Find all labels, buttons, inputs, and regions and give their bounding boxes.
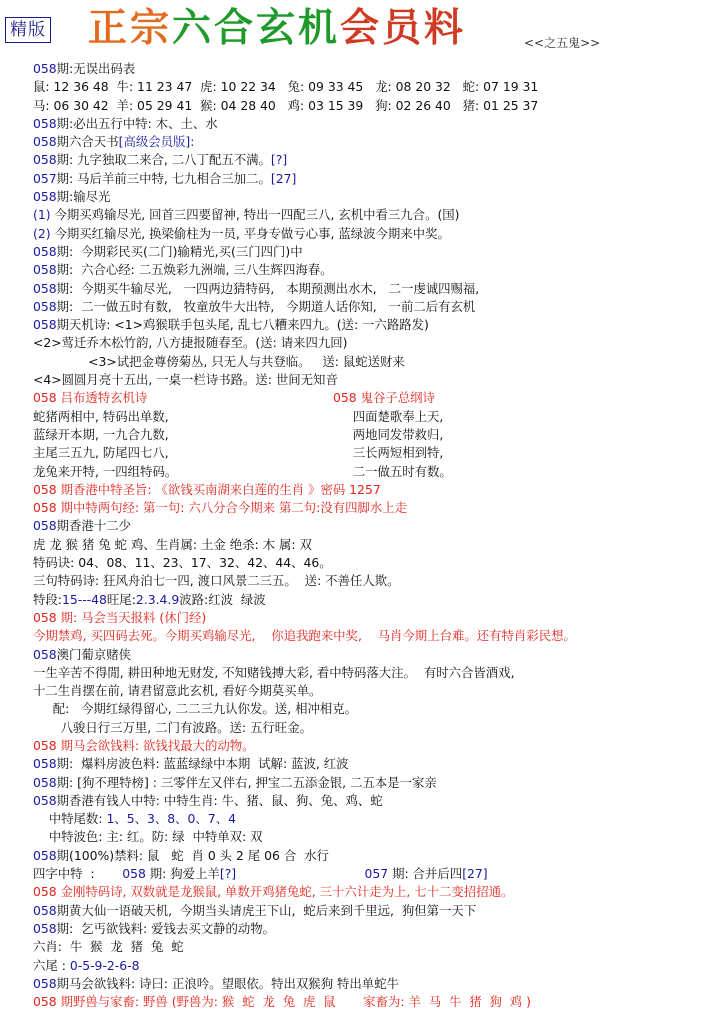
text-segment: 058 金刚特码诗, 双数就是龙猴鼠, 单数开鸡猪兔蛇, 三十六计走为上, 七十二变招招通。 xyxy=(33,884,514,900)
text-segment: <2>莺迁乔木松竹韵, 八方捷报随春至。(送: 请来四九回) xyxy=(33,335,348,351)
text-line xyxy=(33,700,701,718)
text-line xyxy=(33,883,701,901)
text-line xyxy=(33,353,701,371)
text-segment: 期: 今期买牛输尽光, 一四两边猜特码, 本期预测出水木, 二一虔诚四赐福, xyxy=(56,280,480,296)
text-line xyxy=(33,810,701,828)
text-line xyxy=(33,499,701,517)
text-segment: 058 xyxy=(33,756,57,772)
page-subtitle: <<之五鬼>> xyxy=(524,36,601,50)
text-segment: 期: 马后羊前三中特, 七九相合三加二。 xyxy=(56,170,271,186)
line-right-column xyxy=(333,865,488,883)
text-segment: 鼠: 12 36 48 牛: 11 23 47 虎: 10 22 34 兔: 09 33 45 龙: 08 20 32 蛇: 07 19 31 xyxy=(33,79,539,95)
text-line xyxy=(33,225,701,243)
line-left-column xyxy=(33,426,333,444)
text-line xyxy=(33,682,701,700)
text-line xyxy=(33,572,701,590)
text-segment: [27] xyxy=(462,866,488,882)
page-title xyxy=(88,4,466,54)
text-line xyxy=(33,389,701,407)
text-line xyxy=(33,426,701,444)
line-left-column xyxy=(33,444,333,462)
text-line xyxy=(33,902,701,920)
text-line xyxy=(33,316,701,334)
text-line xyxy=(33,97,701,115)
text-segment: 期:必出五行中特: 木、土、水 xyxy=(56,115,218,131)
text-line xyxy=(33,463,701,481)
text-segment: 058 xyxy=(33,134,57,150)
text-segment: 虎 龙 猴 猪 兔 蛇 鸡、生肖属: 土金 绝杀: 木 属: 双 xyxy=(33,536,312,552)
text-line xyxy=(33,371,701,389)
text-segment: 058 xyxy=(33,189,57,205)
text-line xyxy=(33,957,701,975)
text-segment: 期:输尽光 xyxy=(56,189,111,205)
edition-badge: 精版 xyxy=(5,17,51,43)
text-line xyxy=(33,774,701,792)
text-line xyxy=(33,920,701,938)
text-line xyxy=(33,261,701,279)
text-line xyxy=(33,993,701,1011)
text-line xyxy=(33,298,701,316)
text-line xyxy=(33,609,701,627)
line-left-column xyxy=(33,865,333,883)
line-right-column xyxy=(333,408,443,426)
text-line xyxy=(33,60,701,78)
text-line xyxy=(33,78,701,96)
text-line xyxy=(33,536,701,554)
text-line xyxy=(33,755,701,773)
text-line xyxy=(33,280,701,298)
text-segment: 058 期野兽与家畜: 野兽 (野兽为: 猴 蛇 龙 兔 虎 鼠 家畜为: 羊 马 牛 猪 狗 鸡 ) xyxy=(33,994,531,1010)
text-segment: 期: 九字独取二来合, 二八丁配五不满。 xyxy=(56,152,271,168)
text-line xyxy=(33,591,701,609)
text-line xyxy=(33,170,701,188)
text-line xyxy=(33,975,701,993)
text-segment: 期六合天书 xyxy=(56,134,119,150)
text-segment: <4>圆圆月亮十五出, 一桌一栏诗书路。送: 世间无知音 xyxy=(33,372,338,388)
text-segment: 057 xyxy=(333,866,389,882)
text-segment: 058 xyxy=(33,61,57,76)
text-segment: 特段: xyxy=(33,591,62,607)
text-segment: 旺尾: xyxy=(106,591,136,607)
text-segment: [?] xyxy=(219,866,237,882)
text-line xyxy=(33,151,701,169)
text-segment: 两地同发带救归, xyxy=(333,426,444,442)
text-segment: 058 xyxy=(122,866,146,882)
text-segment: 058 xyxy=(33,975,57,991)
text-line xyxy=(33,627,701,645)
text-segment: 期天机诗: <1>鸡猴联手包头尾, 乱七八糟来四九。(送: 一六路路发) xyxy=(56,317,429,333)
text-segment: 期: 乞丐欲钱料: 爱钱去买文静的动物。 xyxy=(56,920,276,936)
text-segment: 058 期: 马会当天报料 (休门经) xyxy=(33,609,207,625)
text-segment: 058 xyxy=(33,115,57,131)
text-segment: 今期禁鸡, 买四码去死。今期买鸡输尽光, 你追我跑来中奖, 马肖今期上台难。还有特肖彩民想。 xyxy=(33,628,576,644)
text-line xyxy=(33,444,701,462)
line-left-column xyxy=(33,463,333,481)
text-segment: <3>试把金尊傍菊丛, 只无人与共登临。 送: 鼠蛇送财来 xyxy=(33,353,405,369)
text-segment: 058 期马会欲钱料: 欲钱找最大的动物。 xyxy=(33,737,255,753)
title-part-3: 会员料 xyxy=(340,6,467,51)
text-segment: 八骏日行三万里, 二门有波路。送: 五行旺金。 xyxy=(33,719,312,735)
text-line xyxy=(33,646,701,664)
text-line xyxy=(33,737,701,755)
text-segment: [高级会员版]: xyxy=(118,134,195,150)
text-segment: 058 期香港中特圣旨: 《欲钱买南湖来白莲的生肖 》密码 1257 xyxy=(33,481,381,497)
text-segment: 三句特码诗: 狂风舟泊七一四, 渡口风景二三五。 送: 不善任人欺。 xyxy=(33,573,400,589)
text-segment: [27] xyxy=(270,170,297,186)
text-segment: 蛇猪两相中, 特码出单数, xyxy=(33,408,169,424)
text-line xyxy=(33,206,701,224)
text-segment: 四字中特 : xyxy=(33,866,123,882)
text-segment: (2) xyxy=(33,225,51,241)
text-segment: 058 xyxy=(33,262,57,278)
text-segment: 058 xyxy=(33,317,57,333)
text-segment: 058 xyxy=(33,646,57,662)
line-left-column xyxy=(33,408,333,426)
line-right-column xyxy=(333,444,443,462)
line-left-column xyxy=(33,389,333,407)
text-segment: 特码诀: 04、08、11、23、17、32、42、44、46。 xyxy=(33,555,332,571)
text-segment: 期: 合并后四 xyxy=(388,866,463,882)
text-line xyxy=(33,133,701,151)
text-segment: 058 xyxy=(33,298,57,314)
text-segment: 今期买红输尽光, 换梁偷柱为一员, 平身专做亏心事, 蓝绿波今期来中奖。 xyxy=(50,225,450,241)
document-body xyxy=(33,60,701,1011)
text-segment: 期(100%)禁料: 鼠 蛇 肖 0 头 2 尾 06 合 水行 xyxy=(56,847,329,863)
text-segment: 058 xyxy=(33,902,57,918)
text-segment: [?] xyxy=(270,152,288,168)
text-segment: 058 xyxy=(33,280,57,296)
text-line xyxy=(33,865,701,883)
text-segment: 058 吕布透特玄机诗 xyxy=(33,390,148,406)
title-part-1: 正宗 xyxy=(88,6,173,51)
text-segment: 0-5-9-2-6-8 xyxy=(69,957,140,973)
text-line xyxy=(33,828,701,846)
text-segment: 六肖: 牛 猴 龙 猪 兔 蛇 xyxy=(33,939,184,955)
text-segment: 期: 狗爱上羊 xyxy=(145,866,220,882)
text-line xyxy=(33,554,701,572)
text-segment: 058 xyxy=(33,847,57,863)
text-segment: 澳门葡京赌侠 xyxy=(56,646,131,662)
text-segment: 波路:红波 绿波 xyxy=(179,591,266,607)
text-segment: 058 xyxy=(33,243,57,259)
text-segment: 期马会欲钱料: 诗曰: 正浪吟。望眼依。特出双猴狗 特出单蛇牛 xyxy=(56,975,399,991)
text-segment: 1、5、3、8、0、7、4 xyxy=(106,811,236,827)
text-line xyxy=(33,115,701,133)
text-segment: 期: 二一做五时有数, 牧童放牛大出特, 今期道人话你知, 一前二后有玄机 xyxy=(56,298,476,314)
text-segment: 058 期中特两句经: 第一句: 六八分合今期来 第二句:没有四脚水上走 xyxy=(33,500,408,516)
text-segment: 马: 06 30 42 羊: 05 29 41 猴: 04 28 40 鸡: 03 15 39 狗: 02 26 40 猪: 01 25 37 xyxy=(33,97,539,113)
text-segment: 今期买鸡输尽光, 回首三四要留神, 特出一四配三八, 玄机中看三九合。(国) xyxy=(50,207,460,223)
line-right-column xyxy=(333,463,452,481)
title-part-2: 六合玄机 xyxy=(172,6,341,51)
text-line xyxy=(33,243,701,261)
text-segment: 期: [狗不理特榜] : 三零伴左又伴右, 押宝二五添金银, 二五本是一家亲 xyxy=(56,774,437,790)
text-segment: 期香港十二少 xyxy=(56,518,131,534)
text-segment: 057 xyxy=(33,170,57,186)
text-segment: 期:无误出码表 xyxy=(56,61,136,76)
text-segment: 058 xyxy=(33,792,57,808)
text-line xyxy=(33,188,701,206)
text-segment: 二一做五时有数。 xyxy=(333,463,452,479)
text-line xyxy=(33,664,701,682)
text-line xyxy=(33,334,701,352)
text-segment: 四面楚歌奉上天, xyxy=(333,408,444,424)
text-segment: 三长两短相到特, xyxy=(333,445,444,461)
text-line xyxy=(33,481,701,499)
text-line xyxy=(33,938,701,956)
text-segment: 058 xyxy=(33,152,57,168)
text-segment: (1) xyxy=(33,207,51,223)
text-segment: 2.3.4.9 xyxy=(135,591,180,607)
text-line xyxy=(33,847,701,865)
line-right-column xyxy=(333,426,443,444)
text-segment: 中特尾数: xyxy=(33,811,107,827)
text-segment: 中特波色: 主: 红。防: 绿 中特单双: 双 xyxy=(33,829,263,845)
text-line xyxy=(33,792,701,810)
text-segment: 十二生肖摆在前, 请君留意此玄机, 看好今期莫买单。 xyxy=(33,683,322,699)
text-segment: 058 xyxy=(33,774,57,790)
text-segment: 龙兔来开特, 一四组特码。 xyxy=(33,463,178,479)
text-segment: 058 xyxy=(33,920,57,936)
text-segment: 期: 今期彩民买(二门)输精光,买(三门四门)中 xyxy=(56,243,303,259)
text-segment: 15---48 xyxy=(61,591,107,607)
text-line xyxy=(33,517,701,535)
text-segment: 期黄大仙一语破天机, 今期当头请虎王下山, 蛇后来到千里远, 狗但第一天下 xyxy=(56,902,477,918)
text-segment: 一生辛苦不得閒, 耕田种地无财发, 不知赌钱搏大彩, 看中特码落大注。 有时六合皆酒戏, xyxy=(33,664,515,680)
text-segment: 期香港有钱人中特: 中特生肖: 牛、猪、鼠、狗、兔、鸡、蛇 xyxy=(56,792,383,808)
text-segment: 蓝绿开本期, 一九合九数, xyxy=(33,426,169,442)
text-line xyxy=(33,408,701,426)
text-segment: 058 鬼谷子总纲诗 xyxy=(333,390,435,406)
line-right-column xyxy=(333,389,435,407)
text-segment: 期: 爆料房波色料: 蓝蓝绿绿中本期 试解: 蓝波, 红波 xyxy=(56,756,349,772)
text-segment: 期: 六合心经: 二五焕彩九洲端, 三八生辉四海春。 xyxy=(56,262,333,278)
text-segment: 配: 今期红绿得留心, 二二三九认你发。送, 相冲相克。 xyxy=(33,701,358,717)
text-segment: 主尾三五九, 防尾四七八, xyxy=(33,445,169,461)
text-line xyxy=(33,719,701,737)
text-segment: 六尾 : xyxy=(33,957,70,973)
text-segment: 058 xyxy=(33,518,57,534)
